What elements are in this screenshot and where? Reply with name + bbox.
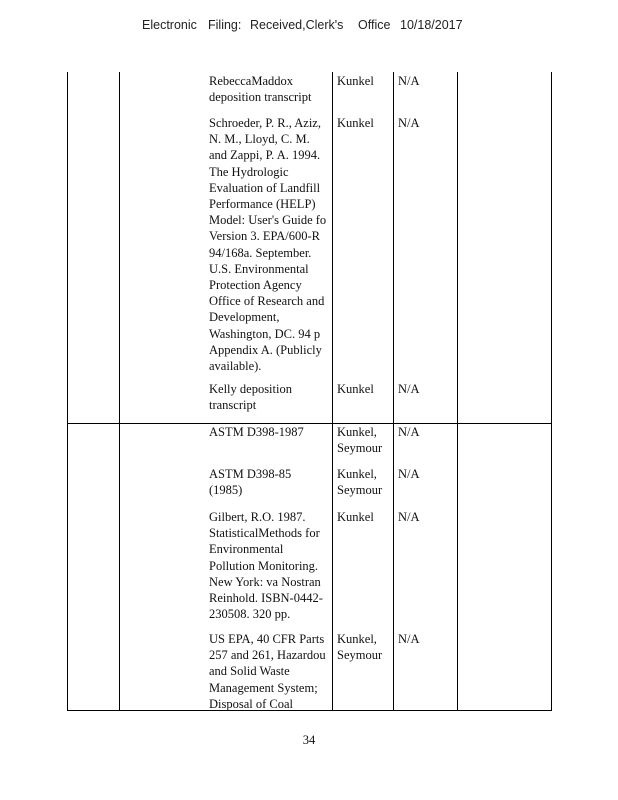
column-divider bbox=[119, 72, 120, 710]
header-filing: Filing: bbox=[208, 18, 242, 32]
row-witness: Kunkel bbox=[337, 74, 374, 88]
row-witness: Kunkel bbox=[337, 116, 374, 130]
column-divider bbox=[332, 72, 333, 710]
row-status: N/A bbox=[398, 467, 420, 481]
row-description: ASTM D398-1987 bbox=[209, 425, 304, 439]
column-divider bbox=[457, 72, 458, 710]
column-divider bbox=[393, 72, 394, 710]
row-status: N/A bbox=[398, 74, 420, 88]
header-office: Office bbox=[358, 18, 391, 32]
row-status: N/A bbox=[398, 632, 420, 646]
page-number: 34 bbox=[302, 733, 316, 747]
header-date: 10/18/2017 bbox=[400, 18, 463, 32]
row-status: N/A bbox=[398, 425, 420, 439]
row-status: N/A bbox=[398, 382, 420, 396]
row-description: ASTM D398-85 (1985) bbox=[209, 467, 292, 498]
row-witness: Kunkel bbox=[337, 382, 374, 396]
row-witness: Kunkel, Seymour bbox=[337, 467, 383, 498]
row-witness: Kunkel, Seymour bbox=[337, 632, 383, 663]
row-witness: Kunkel, Seymour bbox=[337, 425, 383, 456]
row-status: N/A bbox=[398, 510, 420, 524]
header-electronic: Electronic bbox=[142, 18, 197, 32]
filing-header bbox=[0, 18, 618, 38]
row-description: RebeccaMaddox deposition transcript bbox=[209, 74, 312, 105]
row-status: N/A bbox=[398, 116, 420, 130]
row-description: Gilbert, R.O. 1987. StatisticalMethods for Environmental Pollution Monitoring. New York: va Nostran Reinhold. ISBN-0442- 230508. 320 pp. bbox=[209, 510, 323, 622]
row-description: Kelly deposition transcript bbox=[209, 382, 292, 413]
row-description: Schroeder, P. R., Aziz, N. M., Lloyd, C. M. and Zappi, P. A. 1994. The Hydrologic Evaluation of Landfill Performance (HELP) Model: User's Guide fo Version 3. EPA/600-R 94/168a. September. U.S. Environmental Protection Agency Office of Research and Development, Washington, DC. 94 p Appendix A. (Publicly available). bbox=[209, 116, 327, 374]
header-received: Received,Clerk's bbox=[250, 18, 344, 32]
exhibit-table bbox=[67, 72, 552, 711]
row-witness: Kunkel bbox=[337, 510, 374, 524]
row-description: US EPA, 40 CFR Parts 257 and 261, Hazardou and Solid Waste Management System; Disposal of Coal bbox=[209, 632, 326, 711]
